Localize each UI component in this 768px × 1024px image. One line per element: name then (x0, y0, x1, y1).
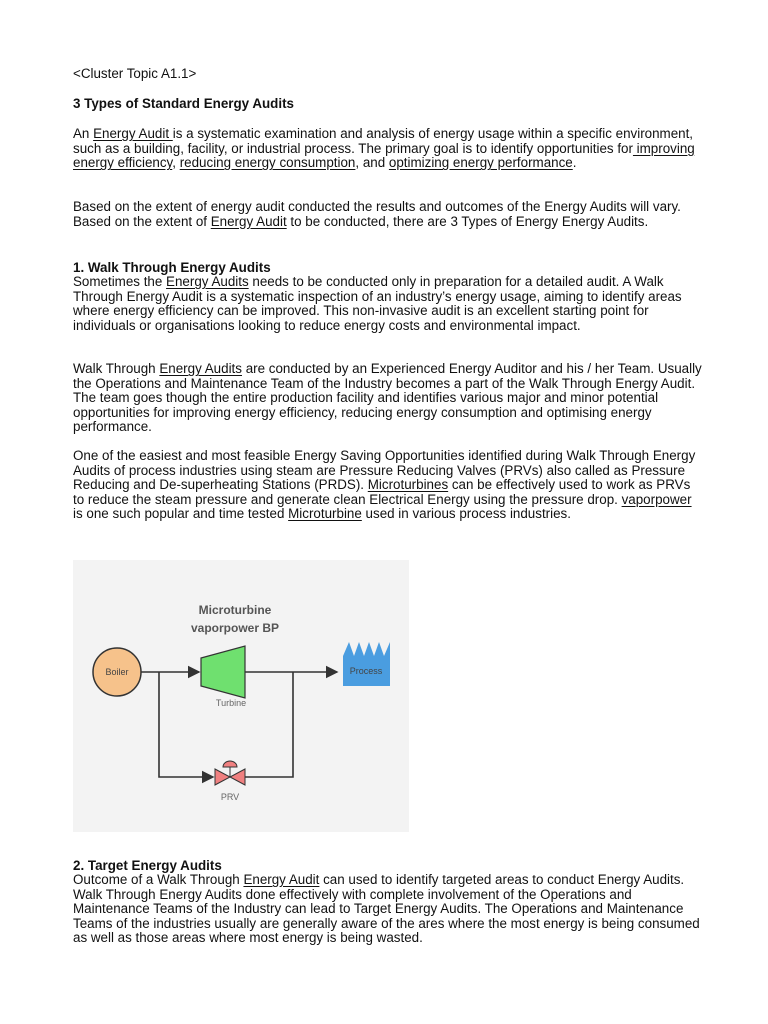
text-run: are conducted by an Experienced Energy Auditor and his / her Team. Usually the Operations and Maintenance Team of the Industry becomes a part of the Walk Through Energy Audit. The team goes though the entire production facility and identifies various major and minor potential opportunities for improving energy efficiency, reducing energy consumption and optimising energy performance. (73, 361, 702, 435)
microturbine-diagram (73, 560, 409, 832)
section1-paragraph-1 (73, 275, 703, 333)
prv-actuator-icon (223, 761, 237, 767)
prv-valve-right (230, 769, 245, 785)
section2-paragraph-1 (73, 873, 703, 946)
text-run: is one such popular and time tested (73, 506, 289, 522)
boiler-label: Boiler (105, 667, 129, 677)
turbine-label: Turbine (215, 698, 247, 708)
text-run: Based on the extent of energy audit conducted the results and outcomes of the Energy Audits will vary. Based on the extent of (73, 199, 681, 229)
text-run: Outcome of a Walk Through (73, 872, 244, 887)
text-run: Sometimes the (73, 274, 167, 289)
link-energy-audits[interactable]: Energy Audits (159, 361, 242, 376)
page-title: 3 Types of Standard Energy Audits (73, 96, 294, 111)
extent-paragraph (73, 200, 703, 229)
pipe-prv-to-process (245, 672, 293, 777)
text-run: . (572, 155, 577, 171)
link-energy-audits[interactable]: Energy Audits (166, 274, 249, 289)
link-vaporpower[interactable]: vaporpower (621, 491, 692, 507)
link-improving-energy-efficiency[interactable]: improving energy efficiency (73, 140, 695, 171)
pipe-bypass-to-prv (159, 672, 213, 777)
link-reducing-energy-consumption[interactable]: reducing energy consumption (179, 155, 356, 171)
section1-paragraph-2 (73, 362, 703, 435)
diagram-title-line1: Microturbine (198, 603, 272, 617)
text-run: to be conducted, there are 3 Types of Energy Energy Audits. (286, 213, 649, 229)
text-run: , and (355, 155, 389, 171)
section1-heading: 1. Walk Through Energy Audits (73, 260, 271, 275)
link-energy-audit[interactable]: Energy Audit (93, 126, 173, 141)
link-energy-audit[interactable]: Energy Audit (243, 872, 320, 887)
prv-label: PRV (220, 792, 240, 802)
diagram-title-line2: vaporpower BP (190, 621, 280, 635)
text-run: can used to identify targeted areas to conduct Energy Audits. Walk Through Energy Audits done effectively with complete involvement of the Operations and Maintenance Teams of the Industry can lead to Target Energy Audits. The Operations and Maintenance Teams of the industries usually are generally aware of the ares where the most energy is being consumed as well as those areas where most energy is being wasted. (73, 872, 700, 946)
cluster-topic: <Cluster Topic A1.1> (73, 66, 197, 81)
text-run: needs to be conducted only in preparation for a detailed audit. A Walk Through Energy Audit is a systematic inspection of an industry’s energy usage, aiming to identify areas where energy efficiency can be improved. This non-invasive audit is an excellent starting point for individuals or organisations looking to reduce energy costs and environmental impact. (73, 274, 682, 333)
text-run: is a systematic examination and analysis of energy usage within a specific environment, such as a building, facility, or industrial process. The primary goal is to identify opportunities for (73, 126, 694, 156)
text-run: An (73, 126, 94, 141)
link-optimizing-energy-performance[interactable]: optimizing energy performance (388, 155, 573, 171)
process-label: Process (349, 666, 383, 676)
text-run: One of the easiest and most feasible Energy Saving Opportunities identified during Walk Through Energy Audits of process industries using steam are Pressure Reducing Valves (PRVs) also called as Pressure Reducing and De-superheating Stations (PRDS). (73, 448, 696, 493)
link-microturbines[interactable]: Microturbines (367, 477, 449, 493)
prv-valve-left (215, 769, 230, 785)
section1-paragraph-3 (73, 449, 703, 522)
link-microturbine[interactable]: Microturbine (288, 506, 362, 522)
section2-heading: 2. Target Energy Audits (73, 858, 222, 873)
text-run: Walk Through (73, 361, 160, 376)
text-run: used in various process industries. (361, 506, 571, 522)
diagram-svg (73, 560, 409, 832)
factory-icon (343, 642, 390, 686)
text-run: , (172, 155, 180, 171)
link-energy-audit[interactable]: Energy Audit (210, 213, 287, 229)
turbine-icon (201, 646, 245, 698)
text-run: can be effectively used to work as PRVs to reduce the steam pressure and generate clean Electrical Energy using the pressure drop. (73, 477, 691, 507)
intro-paragraph (73, 127, 703, 171)
